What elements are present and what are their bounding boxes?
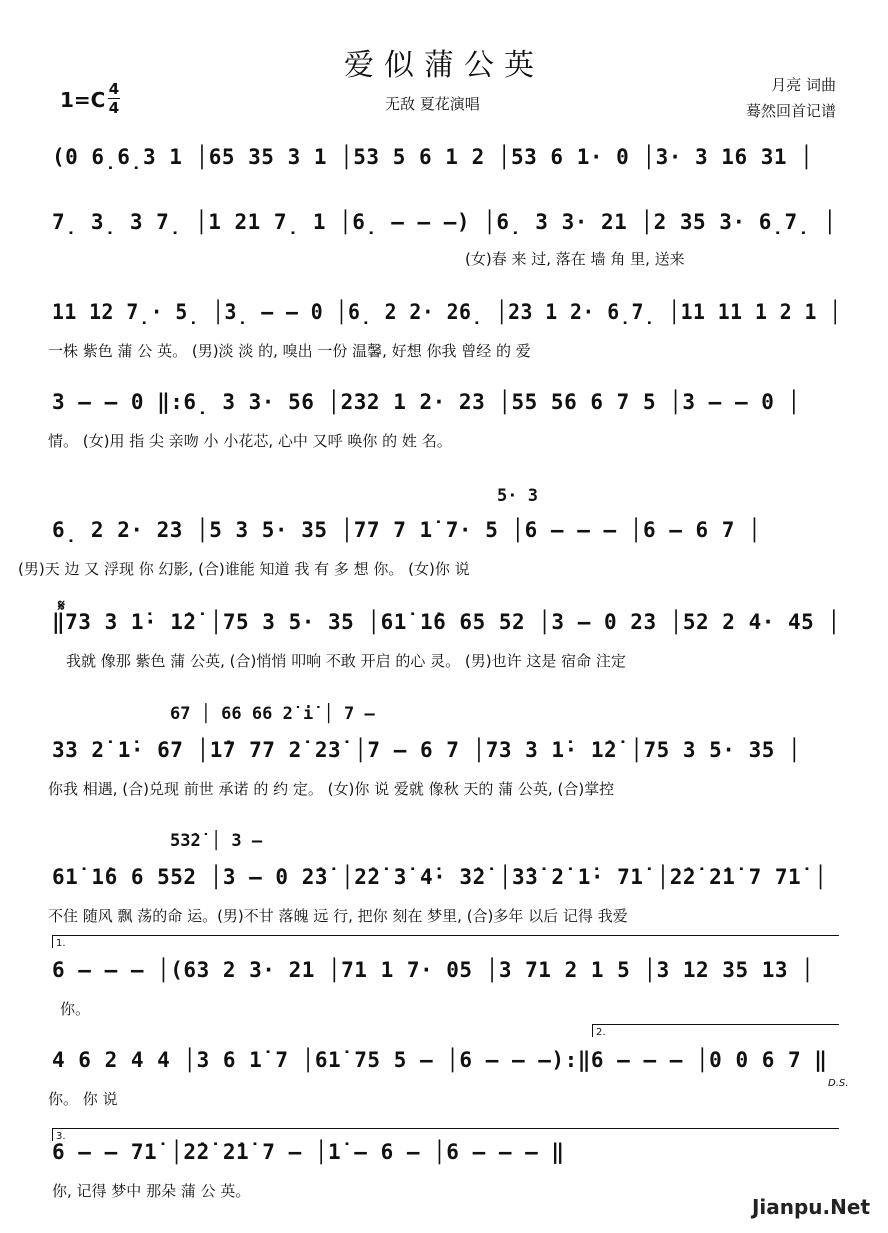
volta-2 [592,1024,839,1037]
key-signature: 1=C [60,88,106,112]
lyrics-line: 我就 像那 紫色 蒲 公英, (合)悄悄 叩响 不敢 开启 的心 灵。 (男)也许 这是 宿命 注定 [66,652,626,670]
site-watermark-logo: Jianpu.Net [751,1195,870,1219]
notation-line: 33 2̇ 1̇· 67 │1̇7 77 2̇ 23̇ │7 – 6 7 │73 3 1̇· 1̇2̇ │75 3 5· 35 │ [52,738,802,762]
lyrics-line: 你。 你 说 [48,1090,118,1108]
volta-3-number: 3. [56,1131,66,1142]
time-signature [108,80,120,117]
segno-sign: 𝄋 [58,596,65,615]
lyrics-line: 不住 随风 飘 荡的命 运。(男)不甘 落魄 远 行, 把你 刻在 梦里, (合)多年 以后 记得 我爱 [48,907,628,925]
volta-1-number: 1. [56,938,66,949]
lyrics-line: 你我 相遇, (合)兑现 前世 承诺 的 约 定。 (女)你 说 爱就 像秋 天的 蒲 公英, (合)掌控 [48,780,615,798]
notation-line: ‖73 3 1̇· 1̇2̇ │75 3 5· 35 │61̇ 1̇6 65 52 │3 – 0 23 │52 2 4· 45 │ [52,610,841,634]
lyrics-line: (女)春 来 过, 落在 墙 角 里, 送来 [465,250,685,268]
notation-line: 11 12 7̣· 5̣ │3̣ – – 0 │6̣ 2 2· 26̣ │23 1 2· 6̣7̣ │11 11 1 2 1 │ [52,300,842,324]
notation-line: 6 – – 71̇ │2̇2̇ 2̇1̇ 7 – │1̇ – 6 – │6 – – – ‖ [52,1140,565,1164]
volta-1 [52,935,839,948]
lyrics-line: (男)天 边 又 浮现 你 幻影, (合)谁能 知道 我 有 多 想 你。 (女)你 说 [18,560,470,578]
lyrics-line: 你。 [60,1000,91,1018]
notation-line: 61̇ 1̇6 6 552 │3 – 0 2̇3̇ │2̇2̇ 3̇ 4̇· 3̇2̇ │3̇3̇ 2̇ 1̇· 71̇ │2̇2̇ 2̇1̇ 7 71̇ │ [52,865,828,889]
song-title: 爱似蒲公英 [344,48,544,83]
ds-mark: D.S. [828,1078,849,1089]
alternate-notes-row8: 53̇2̇ │ 3 – [170,831,263,851]
notation-line: 7̣ 3̣ 3 7̣ │1 21 7̣ 1 │6̣ – – –) │6̣ 3 3· 21 │2 35 3· 6̣7̣ │ [52,210,837,234]
time-numerator: 4 [108,80,120,98]
notation-line: 3 – – 0 ‖:6̣ 3 3· 56 │232 1 2· 23 │55 56 6 7 5 │3 – – 0 │ [52,390,801,414]
notation-line: 4 6 2 4 4 │3 6 1̇ 7 │61̇ 75 5 – │6 – – –):‖6 – – – │0 0 6 7 ‖ [52,1048,828,1072]
singers: 无敌 夏花演唱 [385,95,480,113]
notation-line: 6 – – – │(63 2 3· 21 │71 1 7· 05 │3 71 2 1 5 │3 12 35 13 │ [52,958,815,982]
lyricist-composer: 月亮 词曲 [771,76,836,94]
notation-line: (0 6̣6̣3 1 │65 35 3 1 │53 5 6 1 2 │53 6 1· 0 │3· 3 16 31 │ [52,145,814,169]
time-denominator: 4 [108,99,120,117]
transcriber: 蓦然回首记谱 [745,102,836,120]
volta-2-number: 2. [596,1027,606,1038]
lyrics-line: 一株 紫色 蒲 公 英。 (男)淡 淡 的, 嗅出 一份 温馨, 好想 你我 曾经 的 爱 [48,342,531,360]
lyrics-line: 情。 (女)用 指 尖 亲吻 小 小花芯, 心中 又呼 唤你 的 姓 名。 [48,432,452,450]
lyrics-line: 你, 记得 梦中 那朵 蒲 公 英。 [52,1182,251,1200]
alternate-notes-row7: 67 │ 66 66 2̇ i̇ │ 7 – [170,704,375,724]
alternate-notes-row5: 5· 3 [497,486,538,506]
notation-line: 6̣ 2 2· 23 │5 3 5· 35 │77 7 1̇ 7· 5 │6 – – – │6 – 6 7 │ [52,518,762,542]
